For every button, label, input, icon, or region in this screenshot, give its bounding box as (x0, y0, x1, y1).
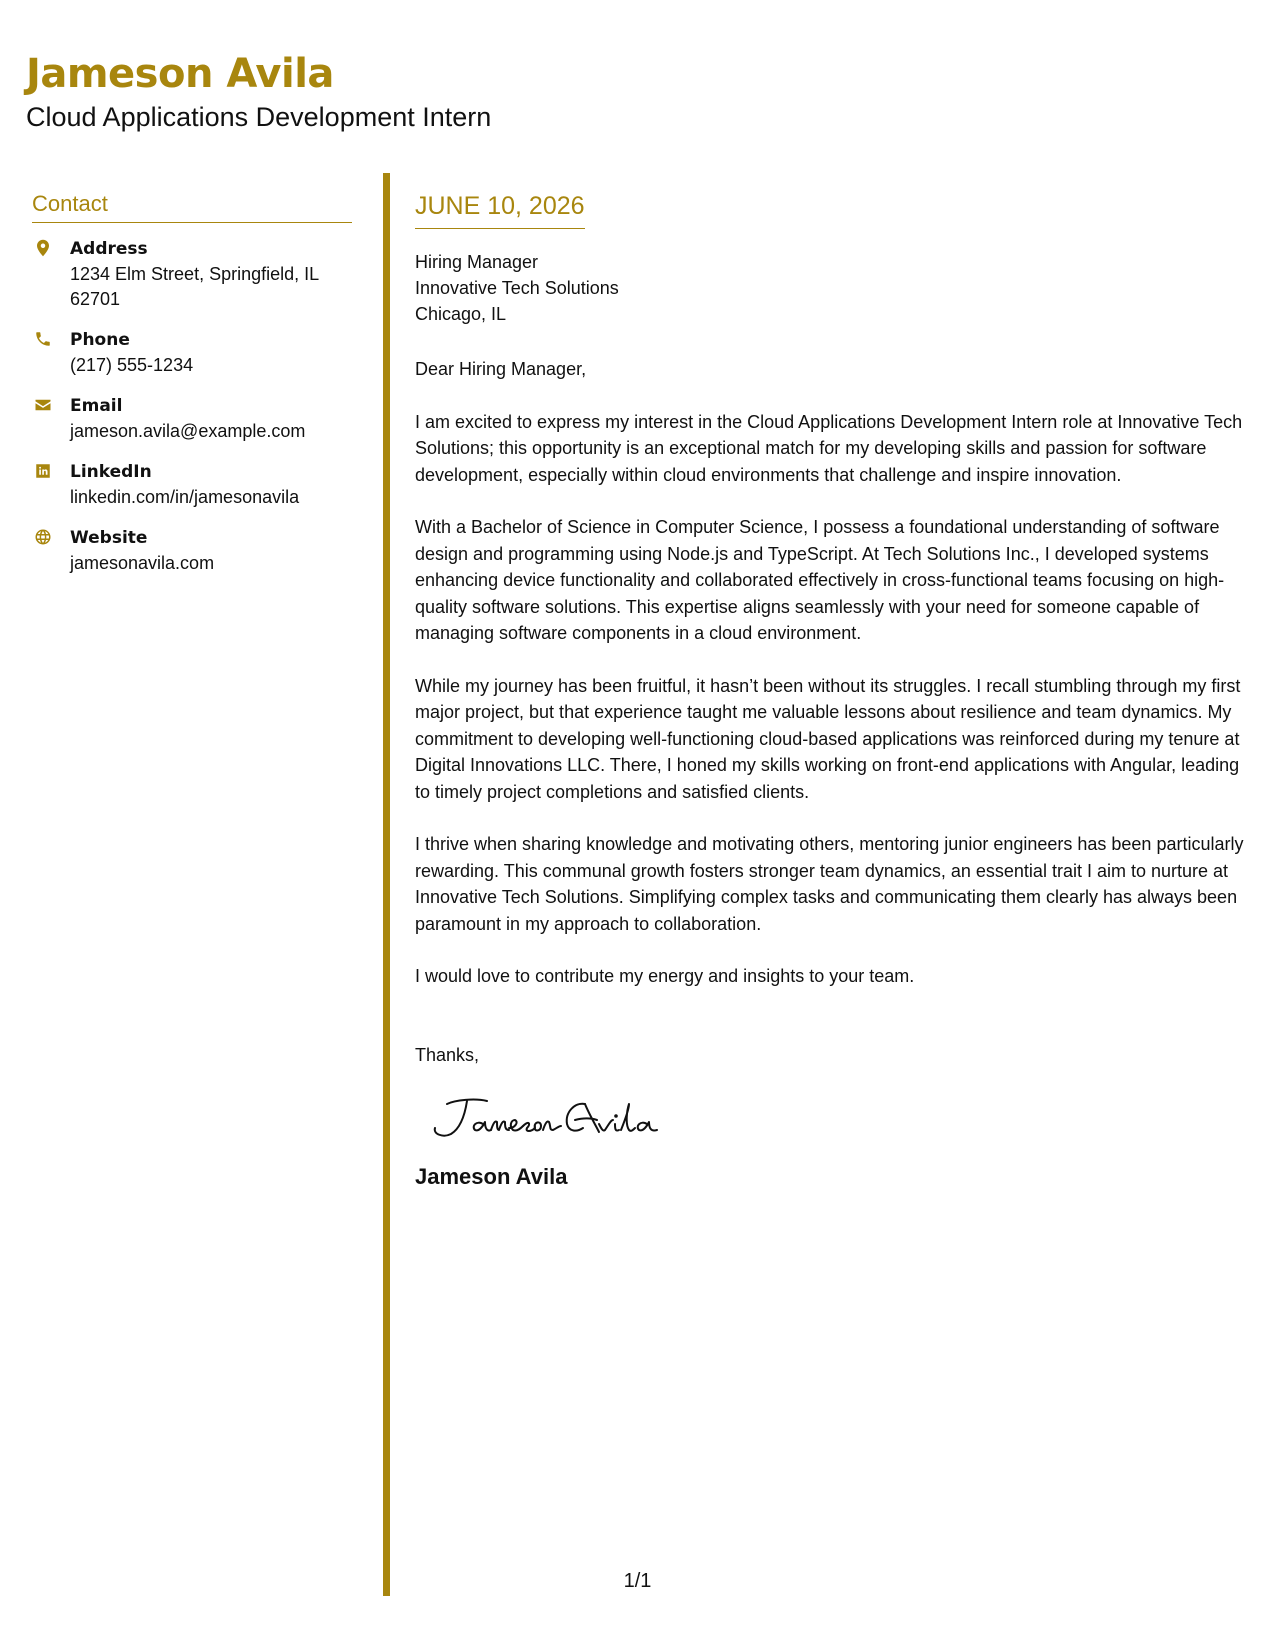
contact-email (32, 394, 352, 444)
contact-sidebar (32, 190, 352, 592)
contact-label: LinkedIn (70, 462, 152, 482)
page-number: 1/1 (623, 1570, 652, 1592)
handwritten-signature (425, 1090, 685, 1146)
letter-paragraph: I would love to contribute my energy and insights to your team. (415, 966, 915, 986)
letter-date: JUNE 10, 2026 (415, 190, 585, 229)
contact-phone (32, 328, 352, 378)
letter-paragraph: With a Bachelor of Science in Computer Science, I possess a foundational understanding of software design and programming using Node.js and TypeScript. At Tech Solutions Inc., I developed systems enhancing device functionality and collaborated effectively in cross-functional teams focusing on high-quality software solutions. This expertise aligns seamlessly with your need for someone capable of managing software components in a cloud environment. (415, 517, 1225, 643)
recipient-line: Innovative Tech Solutions (415, 278, 619, 298)
contact-value: (217) 555-1234 (70, 355, 194, 375)
letter-paragraph: I thrive when sharing knowledge and motivating others, mentoring junior engineers has been particularly rewarding. This communal growth fosters stronger team dynamics, an essential trait I aim to nurture at Innovative Tech Solutions. Simplifying complex tasks and communicating them clearly has always been paramount in my approach to collaboration. (415, 834, 1244, 934)
phone-icon (32, 328, 54, 352)
signer-name: Jameson Avila (415, 1164, 568, 1189)
vertical-divider (383, 173, 390, 1596)
contact-label: Address (70, 239, 148, 259)
recipient-block (415, 249, 1250, 327)
letter-paragraph: I am excited to express my interest in the Cloud Applications Development Intern role at Innovative Tech Solutions; this opportunity is an exceptional match for my developing skills and passion for software development, especially within cloud environments that challenge and inspire innovation. (415, 411, 1243, 485)
letter-paragraph: While my journey has been fruitful, it hasn’t been without its struggles. I recall stumbling through my first major project, but that experience taught me valuable lessons about resilience and team dynamics. My commitment to developing well-functioning cloud-based applications was reinforced during my tenure at Digital Innovations LLC. There, I honed my skills working on front-end applications with Angular, leading to timely project completions and satisfied clients. (415, 675, 1241, 802)
linkedin-icon (32, 460, 54, 484)
contact-linkedin (32, 460, 352, 510)
contact-label: Email (70, 396, 123, 416)
map-pin-icon (32, 237, 54, 261)
recipient-line: Chicago, IL (415, 304, 507, 324)
contact-value[interactable]: jameson.avila@example.com (70, 421, 306, 441)
recipient-line: Hiring Manager (415, 252, 539, 272)
closing: Thanks, (415, 1044, 480, 1065)
salutation: Dear Hiring Manager, (415, 359, 587, 379)
contact-address (32, 237, 352, 312)
globe-icon (32, 526, 54, 550)
contact-label: Website (70, 528, 148, 548)
cover-letter-body (415, 190, 1250, 1191)
contact-value[interactable]: jamesonavila.com (70, 553, 215, 573)
contact-label: Phone (70, 330, 130, 350)
envelope-icon (32, 394, 54, 418)
resume-header (26, 50, 491, 134)
contact-heading: Contact (32, 190, 352, 223)
contact-value[interactable]: linkedin.com/in/jamesonavila (70, 487, 300, 507)
applicant-name: Jameson Avila (26, 51, 334, 97)
applicant-role: Cloud Applications Development Intern (26, 102, 492, 132)
contact-website (32, 526, 352, 576)
contact-value: 1234 Elm Street, Springfield, IL 62701 (70, 264, 319, 309)
